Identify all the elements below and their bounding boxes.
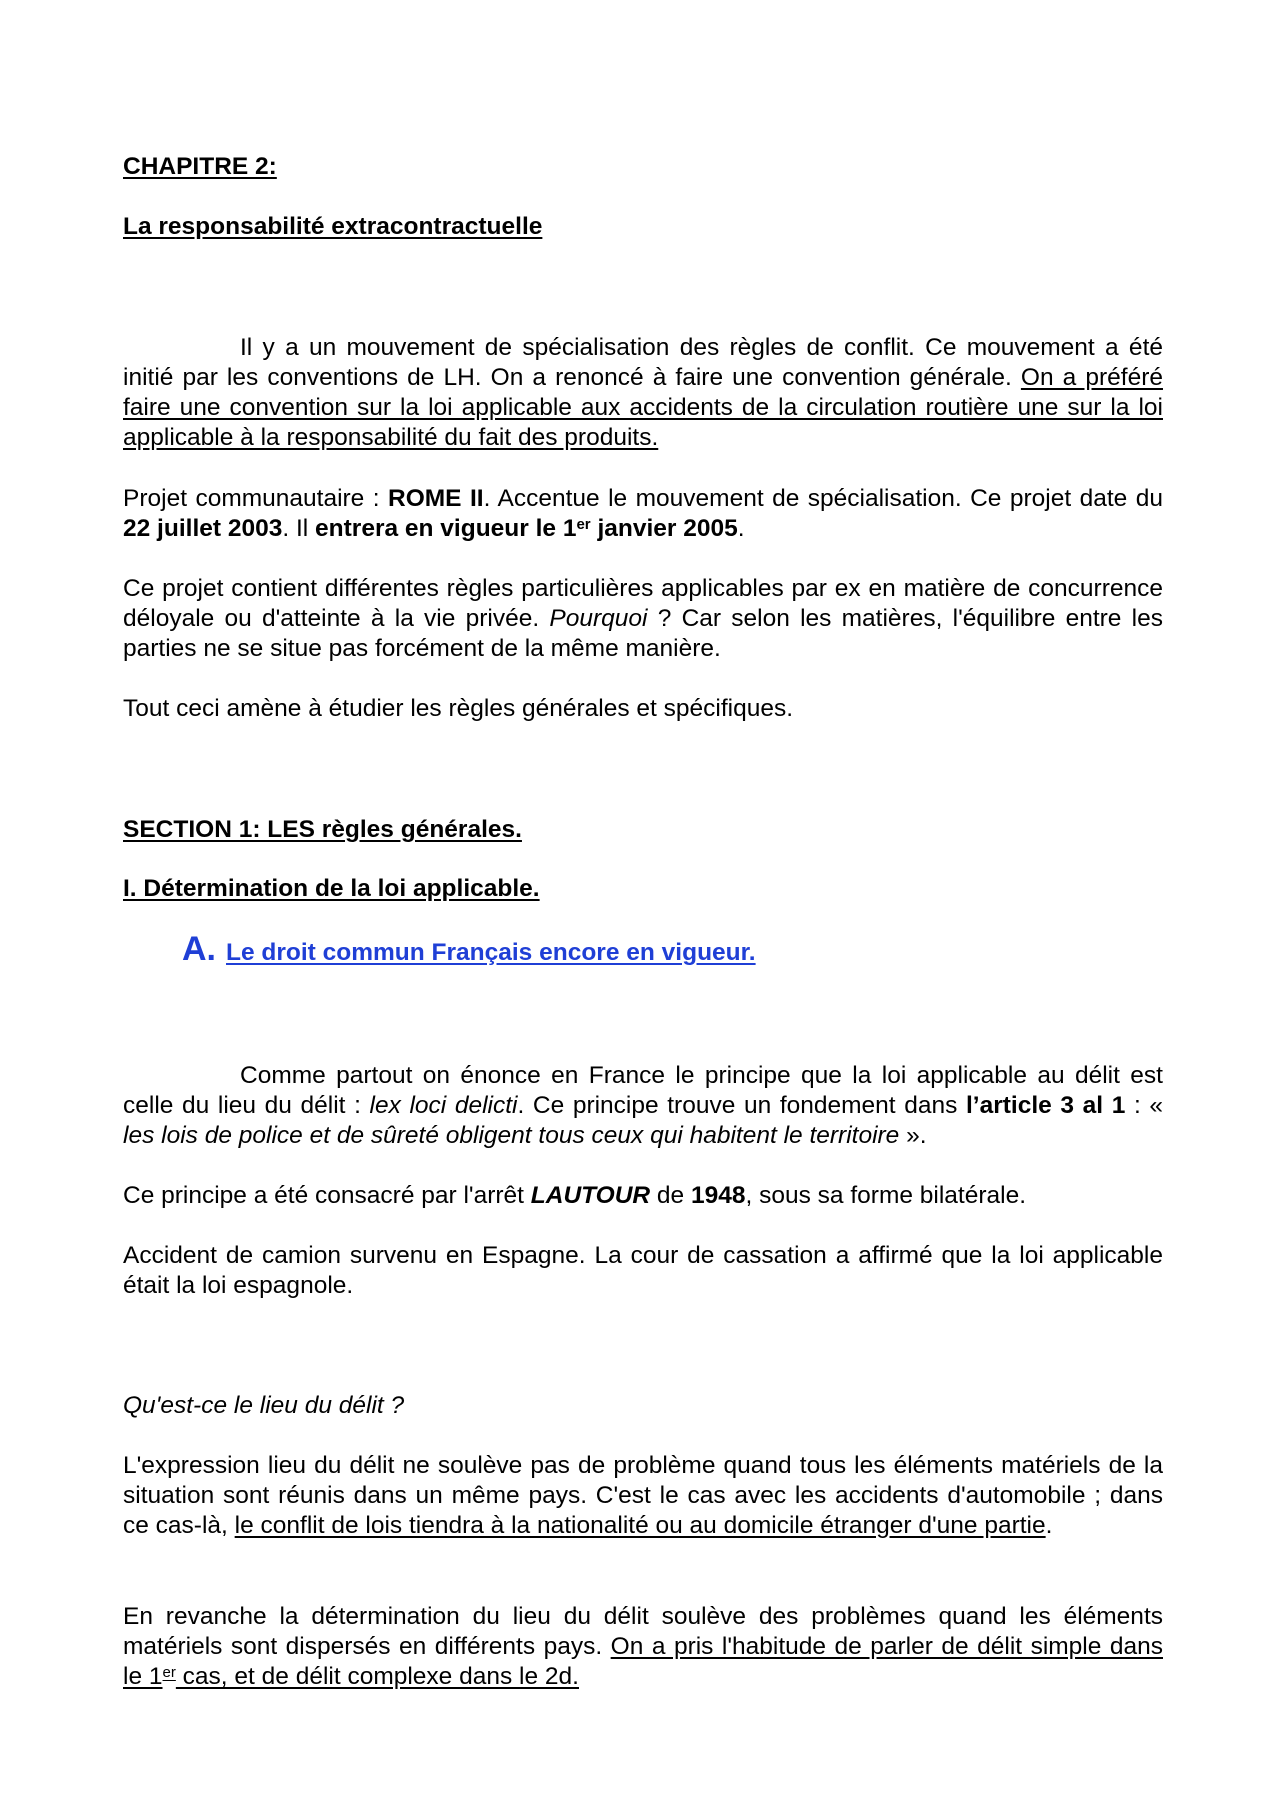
- p8-text-1: L'expression lieu du délit ne soulève pas de problème quand tous les éléments matériels de la situation sont réunis dans un même pays. C'est le cas avec les accidents d'automobile ; dans ce cas-là,: [123, 1452, 1163, 1539]
- p2-effect-date: janvier 2005: [590, 515, 738, 542]
- paragraph-5: [123, 1061, 1163, 1151]
- paragraph-3: [123, 574, 1163, 664]
- paragraph-4: Tout ceci amène à étudier les règles générales et spécifiques.: [123, 695, 794, 722]
- p2-text-1: Projet communautaire :: [123, 485, 389, 512]
- p2-text-4: .: [737, 515, 745, 542]
- p5-lex-loci: lex loci delicti: [369, 1092, 518, 1119]
- p6-lautour: LAUTOUR: [530, 1182, 651, 1209]
- p2-sup: er: [576, 515, 591, 533]
- chapter-label: CHAPITRE 2:: [123, 153, 277, 180]
- p6-year: 1948: [690, 1182, 746, 1209]
- p1-underlined: On a préféré faire une convention sur la loi applicable aux accidents de la circulation routière une sur la loi applicable à la responsabilité du fait des produits.: [123, 364, 1163, 451]
- p6-text-1: Ce principe a été consacré par l'arrêt: [123, 1182, 531, 1209]
- p3-pourquoi: Pourquoi: [549, 605, 648, 632]
- p9-underlined-1: On a pris l'habitude de parler de délit simple dans le 1: [123, 1633, 1163, 1690]
- p5-article: l’article 3 al 1: [965, 1092, 1126, 1119]
- p3-text-2: ? Car selon les matières, l'équilibre entre les parties ne se situe pas forcément de la même manière.: [123, 605, 1163, 662]
- p6-text-2: de: [650, 1182, 691, 1209]
- p2-rome-ii: ROME II: [388, 485, 484, 512]
- question-lieu-delit: Qu'est-ce le lieu du délit ?: [123, 1392, 405, 1419]
- p6-text-3: , sous sa forme bilatérale.: [745, 1182, 1027, 1209]
- subsection-a-letter: A.: [182, 930, 216, 968]
- chapter-title: La responsabilité extracontractuelle: [123, 213, 543, 240]
- paragraph-1: [123, 333, 1163, 453]
- p5-text-1: Comme partout on énonce en France le principe que la loi applicable au délit est celle du lieu du délit :: [123, 1062, 1163, 1119]
- p3-text-1: Ce projet contient différentes règles particulières applicables par ex en matière de concurrence déloyale ou d'atteinte à la vie privée.: [123, 575, 1163, 632]
- section-1-heading: SECTION 1: LES règles générales.: [123, 816, 522, 843]
- subsection-1-heading: I. Détermination de la loi applicable.: [123, 875, 540, 902]
- p2-text-3: . Il: [282, 515, 316, 542]
- paragraph-8: [123, 1451, 1163, 1541]
- p9-text-1: En revanche la détermination du lieu du délit soulève des problèmes quand les éléments matériels sont dispersés en différents pays.: [123, 1603, 1163, 1660]
- p5-text-3: : «: [1125, 1092, 1163, 1119]
- p9-sup: er: [162, 1663, 176, 1681]
- p2-text-2: . Accentue le mouvement de spécialisation. Ce projet date du: [483, 485, 1164, 512]
- p2-effect: entrera en vigueur le 1: [315, 515, 577, 542]
- p2-date: 22 juillet 2003: [123, 515, 283, 542]
- subsection-a-heading: [182, 930, 756, 968]
- paragraph-2: [123, 484, 1163, 544]
- p8-underlined: le conflit de lois tiendra à la nationalité ou au domicile étranger d'une partie: [234, 1512, 1046, 1539]
- p8-text-2: .: [1045, 1512, 1053, 1539]
- p5-text-2: . Ce principe trouve un fondement dans: [517, 1092, 966, 1119]
- p5-text-4: ».: [899, 1122, 927, 1149]
- subsection-a-title: Le droit commun Français encore en vigueur.: [226, 939, 756, 966]
- p5-quote: les lois de police et de sûreté obligent tous ceux qui habitent le territoire: [123, 1122, 900, 1149]
- paragraph-6: [123, 1181, 1163, 1211]
- p9-underlined-2: cas, et de délit complexe dans le 2d.: [175, 1663, 579, 1690]
- paragraph-7: Accident de camion survenu en Espagne. La cour de cassation a affirmé que la loi applicable était la loi espagnole.: [123, 1242, 1163, 1299]
- paragraph-9: [123, 1602, 1163, 1692]
- p1-text: Il y a un mouvement de spécialisation des règles de conflit. Ce mouvement a été initié par les conventions de LH. On a renoncé à faire une convention générale.: [123, 334, 1163, 391]
